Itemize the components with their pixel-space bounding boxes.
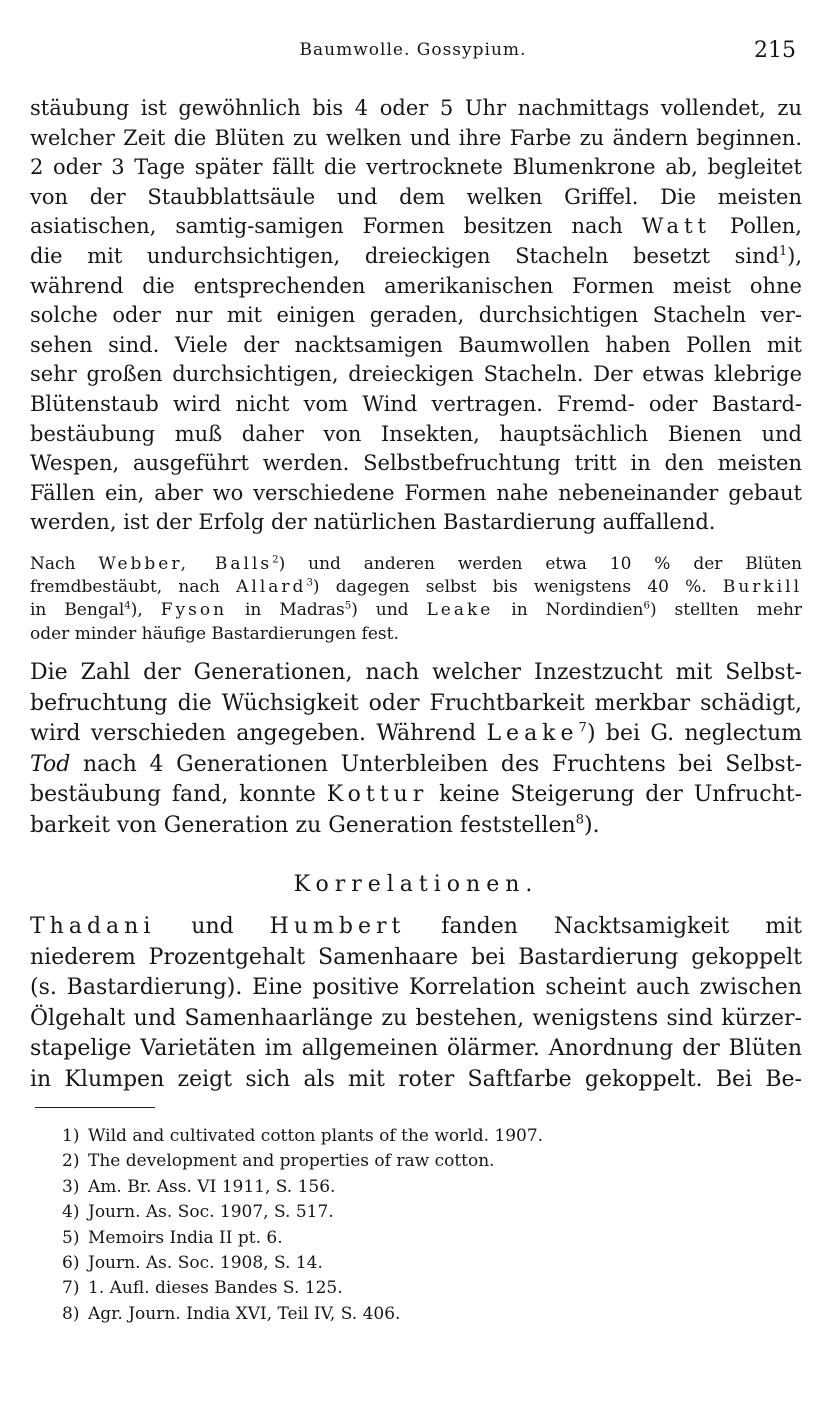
text-line	[30, 719, 802, 750]
footnote-ref: 7	[578, 720, 587, 736]
text-line: in Klumpen zeigt sich als mit roter Saftfarbe gekoppelt. Bei Be-	[30, 1066, 802, 1092]
footnote	[62, 1251, 782, 1276]
author-name: Leake	[426, 600, 494, 621]
text-line	[30, 811, 802, 842]
text-segment: nach 4 Generationen Unterbleiben des Fruchtens bei Selbst-	[82, 751, 803, 777]
footnote-ref: 5	[344, 600, 352, 612]
author-name: Burkill	[722, 577, 803, 598]
footnote	[62, 1200, 782, 1225]
text-segment: asiatischen, samtig-samigen Formen besitzen nach	[30, 214, 623, 239]
text-segment: in Madras	[245, 600, 345, 621]
text-segment: ) und	[351, 600, 409, 621]
text-segment: in Bengal	[30, 600, 125, 621]
footnote-text: 1. Aufl. dieses Bandes S. 125.	[88, 1278, 343, 1299]
footnote-divider	[35, 1107, 155, 1108]
text-line: stäubung ist gewöhnlich bis 4 oder 5 Uhr nachmittags vollendet, zu	[30, 96, 802, 120]
text-line: Wespen, ausgeführt werden. Selbstbefruchtung tritt in den meisten	[30, 451, 802, 476]
footnote-text: Memoirs India II pt. 6.	[88, 1227, 283, 1248]
author-name: Kottur	[326, 782, 429, 808]
text-line: oder minder häufige Bastardierungen fest.	[30, 623, 399, 644]
text-line	[30, 780, 802, 811]
text-line: 2 oder 3 Tage später fällt die vertrocknete Blumenkrone ab, begleitet	[30, 155, 802, 180]
small-print-note	[30, 553, 802, 646]
footnote-mark: 2)	[62, 1151, 80, 1172]
text-segment: in Nordindien	[511, 600, 644, 621]
text-segment: ) dagegen selbst bis wenigstens 40 %.	[312, 577, 707, 598]
footnote-text: Am. Br. Ass. VI 1911, S. 156.	[88, 1176, 336, 1197]
author-name: Leake	[486, 721, 579, 747]
text-line: Blütenstaub wird nicht vom Wind vertragen. Fremd- oder Bastard-	[30, 391, 802, 416]
footnote-ref: 1	[779, 242, 788, 258]
footnote-mark: 8)	[62, 1303, 80, 1324]
footnote	[62, 1302, 782, 1327]
page-number: 215	[754, 38, 796, 63]
text-segment: ) bei G. neglectum	[586, 721, 802, 747]
author-name: Webber, Balls	[98, 554, 273, 574]
footnote-mark: 4)	[62, 1202, 80, 1223]
text-line	[30, 242, 802, 272]
text-line: befruchtung die Wüchsigkeit oder Fruchtbarkeit merkbar schädigt,	[30, 690, 802, 716]
footnote-ref: 2	[272, 554, 279, 566]
footnote-text: The development and properties of raw cotton.	[88, 1151, 495, 1172]
author-name: Humbert	[269, 914, 406, 939]
text-line: Ölgehalt und Samenhaarlänge zu bestehen, wenigstens sind kürzer-	[30, 1005, 802, 1031]
text-segment: ) und anderen werden etwa 10 % der Blüten	[278, 554, 803, 574]
text-segment: ),	[787, 243, 802, 268]
author-name: Allard	[236, 577, 307, 598]
text-segment: keine Steigerung der Unfrucht-	[439, 782, 803, 808]
footnotes	[62, 1124, 782, 1327]
text-segment: barkeit von Generation zu Generation feststellen	[30, 812, 576, 838]
text-line: während die entsprechenden amerikanischen Formen meist ohne	[30, 273, 802, 298]
text-segment: ).	[584, 812, 600, 838]
text-line	[30, 553, 802, 576]
author-name: Watt	[641, 214, 711, 239]
text-segment: und	[191, 914, 234, 939]
text-segment: ) stellten mehr	[649, 600, 803, 621]
text-line: von der Staubblattsäule und dem welken Griffel. Die meisten	[30, 184, 802, 209]
footnote-text: Journ. As. Soc. 1908, S. 14.	[88, 1253, 323, 1274]
text-line: sehr großen durchsichtigen, dreieckigen Stacheln. Der etwas klebrige	[30, 362, 802, 387]
paragraph-inbreeding	[30, 658, 802, 842]
text-segment: wird verschieden angegeben. Während	[30, 721, 477, 747]
text-line: solche oder nur mit einigen geraden, durchsichtigen Stacheln ver-	[30, 303, 802, 328]
text-segment: bestäubung fand, konnte	[30, 782, 316, 808]
footnote	[62, 1175, 782, 1200]
text-line	[30, 599, 802, 622]
text-segment: Nach	[30, 554, 76, 574]
paragraph-correlations	[30, 912, 802, 1096]
footnote	[62, 1276, 782, 1301]
footnote-mark: 3)	[62, 1176, 80, 1197]
footnote-mark: 6)	[62, 1253, 80, 1274]
text-segment: fanden Nacktsamigkeit mit	[441, 914, 802, 939]
footnote	[62, 1124, 782, 1149]
text-line: welcher Zeit die Blüten zu welken und ihre Farbe zu ändern beginnen.	[30, 125, 802, 150]
text-segment: Pollen,	[729, 214, 802, 239]
footnote-ref: 4	[124, 600, 131, 612]
footnote-ref: 8	[575, 812, 585, 828]
text-segment: die mit undurchsichtigen, dreieckigen Stacheln besetzt sind	[30, 243, 780, 268]
running-title: Baumwolle. Gossypium.	[299, 40, 527, 60]
author-name: Fyson	[160, 600, 228, 621]
footnote	[62, 1149, 782, 1174]
text-segment: fremdbestäubt, nach	[30, 577, 220, 598]
species-author: Tod	[30, 751, 71, 777]
text-line: Fällen ein, aber wo verschiedene Formen nahe nebeneinander gebaut	[30, 480, 802, 505]
text-line: sehen sind. Viele der nacktsamigen Baumwollen haben Pollen mit	[30, 332, 802, 357]
text-line	[30, 212, 802, 242]
text-line: bestäubung muß daher von Insekten, hauptsächlich Bienen und	[30, 421, 802, 446]
footnote-mark: 7)	[62, 1278, 80, 1299]
footnote-text: Wild and cultivated cotton plants of the world. 1907.	[88, 1126, 544, 1146]
paragraph-pollination	[30, 94, 802, 538]
footnote	[62, 1226, 782, 1251]
page-header	[30, 38, 796, 68]
footnote-mark: 5)	[62, 1227, 80, 1248]
text-line: (s. Bastardierung). Eine positive Korrelation scheint auch zwischen	[30, 975, 802, 1001]
text-line: werden, ist der Erfolg der natürlichen Bastardierung auffallend.	[30, 510, 716, 535]
text-line: niederem Prozentgehalt Samenhaare bei Bastardierung gekoppelt	[30, 944, 802, 970]
footnote-ref: 3	[306, 577, 313, 589]
text-line	[30, 576, 802, 599]
footnote-text: Journ. As. Soc. 1907, S. 517.	[88, 1202, 334, 1223]
footnote-text: Agr. Journ. India XVI, Teil IV, S. 406.	[88, 1303, 401, 1324]
text-line: stapelige Varietäten im allgemeinen ölärmer. Anordnung der Blüten	[30, 1036, 802, 1062]
section-heading: Korrelationen.	[293, 872, 539, 897]
text-line	[30, 750, 802, 781]
author-name: Thadani	[30, 914, 156, 939]
text-segment: ),	[130, 600, 143, 621]
footnote-mark: 1)	[62, 1126, 80, 1146]
text-line: Die Zahl der Generationen, nach welcher Inzestzucht mit Selbst-	[30, 660, 802, 685]
footnote-ref: 6	[643, 600, 650, 612]
text-line	[30, 912, 802, 943]
